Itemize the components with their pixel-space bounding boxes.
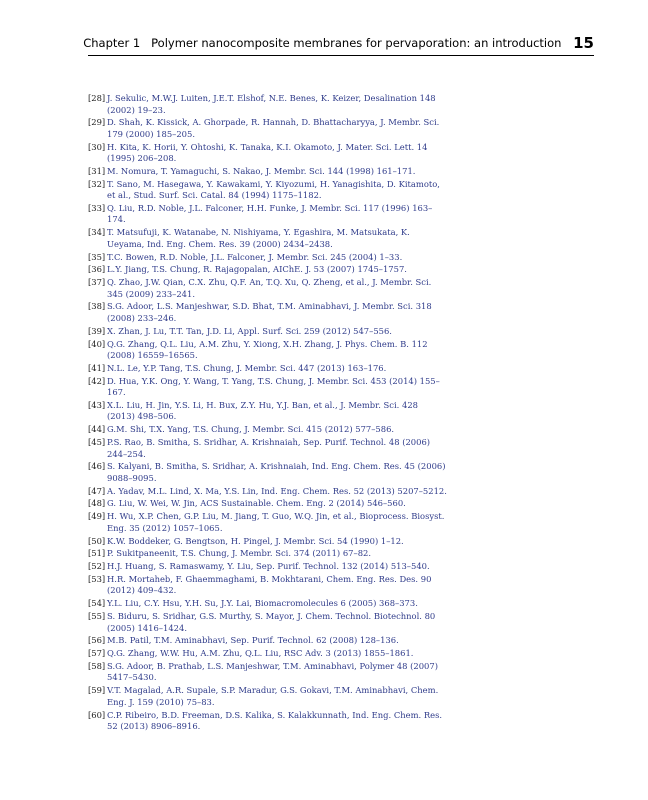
reference-number: [29]	[88, 117, 106, 128]
reference-text-link[interactable]: H.J. Huang, S. Ramaswamy, Y. Liu, Sep. Purif. Technol. 132 (2014) 513–540.	[107, 561, 430, 572]
reference-number: [55]	[88, 611, 106, 622]
reference-text-link[interactable]: G.M. Shi, T.X. Yang, T.S. Chung, J. Membr. Sci. 415 (2012) 577–586.	[107, 424, 395, 435]
reference-list	[88, 93, 448, 734]
reference-text-link[interactable]: S. Kalyani, B. Smitha, S. Sridhar, A. Krishnaiah, Ind. Eng. Chem. Res. 45 (2006) 9088–9095.	[107, 461, 446, 483]
reference-number: [33]	[88, 202, 106, 213]
reference-number: [32]	[88, 178, 106, 189]
reference-item	[88, 424, 448, 436]
reference-number: [54]	[88, 598, 106, 609]
reference-item	[88, 635, 448, 647]
reference-text-link[interactable]: M.B. Patil, T.M. Aminabhavi, Sep. Purif. Technol. 62 (2008) 128–136.	[107, 635, 399, 646]
reference-number: [50]	[88, 535, 106, 546]
reference-item	[88, 363, 448, 375]
reference-text-link[interactable]: S.G. Adoor, L.S. Manjeshwar, S.D. Bhat, T.M. Aminabhavi, J. Membr. Sci. 318 (2008) 233–246.	[107, 301, 432, 323]
reference-number: [58]	[88, 660, 106, 671]
reference-item	[88, 661, 448, 684]
reference-text-link[interactable]: C.P. Ribeiro, B.D. Freeman, D.S. Kalika, S. Kalakkunnath, Ind. Eng. Chem. Res. 52 (2013) 8906–8916.	[107, 709, 443, 731]
reference-text-link[interactable]: Q. Liu, R.D. Noble, J.L. Falconer, H.H. Funke, J. Membr. Sci. 117 (1996) 163–174.	[107, 202, 433, 225]
chapter-label: Chapter 1	[83, 36, 141, 50]
reference-number: [46]	[88, 461, 106, 472]
reference-number: [51]	[88, 548, 106, 559]
reference-number: [31]	[88, 165, 106, 176]
reference-item	[88, 400, 448, 423]
reference-item	[88, 511, 448, 534]
reference-item	[88, 142, 448, 165]
reference-item	[88, 498, 448, 510]
reference-item	[88, 277, 448, 300]
reference-number: [39]	[88, 325, 106, 336]
reference-number: [44]	[88, 424, 106, 435]
reference-text-link[interactable]: T. Sano, M. Hasegawa, Y. Kawakami, Y. Kiyozumi, H. Yanagishita, D. Kitamoto, et al., Stud. Surf. Sci. Catal. 84 (1994) 1175–1182.	[107, 178, 440, 201]
reference-number: [59]	[88, 685, 106, 696]
reference-item	[88, 548, 448, 560]
reference-text-link[interactable]: S.G. Adoor, B. Prathab, L.S. Manjeshwar, T.M. Aminabhavi, Polymer 48 (2007) 5417–5430.	[107, 660, 438, 683]
reference-number: [30]	[88, 141, 106, 152]
reference-number: [34]	[88, 227, 106, 238]
reference-text-link[interactable]: D. Hua, Y.K. Ong, Y. Wang, T. Yang, T.S. Chung, J. Membr. Sci. 453 (2014) 155–167.	[107, 375, 440, 398]
reference-number: [38]	[88, 301, 106, 312]
reference-text-link[interactable]: K.W. Boddeker, G. Bengtson, H. Pingel, J. Membr. Sci. 54 (1990) 1–12.	[107, 535, 404, 546]
reference-item	[88, 611, 448, 634]
reference-item	[88, 437, 448, 460]
reference-item	[88, 117, 448, 140]
reference-text-link[interactable]: P.S. Rao, B. Smitha, S. Sridhar, A. Krishnaiah, Sep. Purif. Technol. 48 (2006) 244–254.	[107, 437, 431, 459]
reference-text-link[interactable]: G. Liu, W. Wei, W. Jin, ACS Sustainable. Chem. Eng. 2 (2014) 546–560.	[107, 498, 406, 509]
reference-item	[88, 227, 448, 250]
reference-text-link[interactable]: M. Nomura, T. Yamaguchi, S. Nakao, J. Membr. Sci. 144 (1998) 161–171.	[107, 165, 416, 176]
reference-number: [43]	[88, 399, 106, 410]
reference-text-link[interactable]: Q.G. Zhang, W.W. Hu, A.M. Zhu, Q.L. Liu, RSC Adv. 3 (2013) 1855–1861.	[107, 648, 414, 659]
reference-text-link[interactable]: H. Wu, X.P. Chen, G.P. Liu, M. Jiang, T. Guo, W.Q. Jin, et al., Bioprocess. Biosyst. Eng. 35 (2012) 1057–1065.	[107, 511, 445, 533]
reference-number: [56]	[88, 635, 106, 646]
reference-text-link[interactable]: Q. Zhao, J.W. Qian, C.X. Zhu, Q.F. An, T.Q. Xu, Q. Zheng, et al., J. Membr. Sci. 345 (2009) 233–241.	[107, 277, 432, 299]
reference-number: [52]	[88, 561, 106, 572]
reference-text-link[interactable]: X.L. Liu, H. Jin, Y.S. Li, H. Bux, Z.Y. Hu, Y.J. Ban, et al., J. Membr. Sci. 428 (2013) 498–506.	[107, 399, 418, 422]
reference-number: [36]	[88, 264, 106, 275]
reference-text-link[interactable]: T.C. Bowen, R.D. Noble, J.L. Falconer, J. Membr. Sci. 245 (2004) 1–33.	[107, 251, 403, 262]
reference-number: [49]	[88, 511, 106, 522]
reference-item	[88, 461, 448, 484]
reference-text-link[interactable]: P. Sukitpaneenit, T.S. Chung, J. Membr. Sci. 374 (2011) 67–82.	[107, 548, 372, 559]
reference-text-link[interactable]: H.R. Mortaheb, F. Ghaemmaghami, B. Mokhtarani, Chem. Eng. Res. Des. 90 (2012) 409–432.	[107, 573, 432, 596]
reference-number: [48]	[88, 498, 106, 509]
reference-item	[88, 486, 448, 498]
page-number: 15	[573, 34, 594, 52]
reference-number: [40]	[88, 338, 106, 349]
reference-item	[88, 710, 448, 733]
reference-item	[88, 166, 448, 178]
reference-text-link[interactable]: N.L. Le, Y.P. Tang, T.S. Chung, J. Membr. Sci. 447 (2013) 163–176.	[107, 362, 387, 373]
reference-text-link[interactable]: Q.G. Zhang, Q.L. Liu, A.M. Zhu, Y. Xiong, X.H. Zhang, J. Phys. Chem. B. 112 (2008) 16559–16565.	[107, 338, 428, 361]
reference-item	[88, 536, 448, 548]
reference-text-link[interactable]: A. Yadav, M.L. Lind, X. Ma, Y.S. Lin, Ind. Eng. Chem. Res. 52 (2013) 5207–5212.	[107, 485, 447, 496]
reference-text-link[interactable]: L.Y. Jiang, T.S. Chung, R. Rajagopalan, AIChE. J. 53 (2007) 1745–1757.	[107, 264, 407, 275]
reference-item	[88, 376, 448, 399]
reference-number: [53]	[88, 573, 106, 584]
reference-item	[88, 93, 448, 116]
reference-item	[88, 648, 448, 660]
reference-text-link[interactable]: V.T. Magalad, A.R. Supale, S.P. Maradur, G.S. Gokavi, T.M. Aminabhavi, Chem. Eng. J. 159 (2010) 75–83.	[107, 685, 439, 707]
reference-item	[88, 598, 448, 610]
reference-item	[88, 339, 448, 362]
reference-text-link[interactable]: X. Zhan, J. Lu, T.T. Tan, J.D. Li, Appl. Surf. Sci. 259 (2012) 547–556.	[107, 325, 392, 336]
reference-number: [28]	[88, 93, 106, 103]
reference-number: [42]	[88, 375, 106, 386]
reference-number: [37]	[88, 277, 106, 288]
reference-item	[88, 561, 448, 573]
reference-text-link[interactable]: S. Biduru, S. Sridhar, G.S. Murthy, S. Mayor, J. Chem. Technol. Biotechnol. 80 (2005) 1416–1424.	[107, 611, 436, 633]
reference-item	[88, 203, 448, 226]
reference-text-link[interactable]: J. Sekulic, M.W.J. Luiten, J.E.T. Elshof, N.E. Benes, K. Keizer, Desalination 148 (2002) 19–23.	[107, 93, 436, 115]
reference-item	[88, 301, 448, 324]
reference-item	[88, 685, 448, 708]
reference-item	[88, 179, 448, 202]
reference-text-link[interactable]: T. Matsufuji, K. Watanabe, N. Nishiyama, Y. Egashira, M. Matsukata, K. Ueyama, Ind. Eng. Chem. Res. 39 (2000) 2434–2438.	[107, 227, 410, 249]
header-rule	[88, 55, 594, 56]
reference-number: [45]	[88, 437, 106, 448]
reference-text-link[interactable]: Y.L. Liu, C.Y. Hsu, Y.H. Su, J.Y. Lai, Biomacromolecules 6 (2005) 368–373.	[107, 598, 418, 609]
reference-number: [35]	[88, 251, 106, 262]
running-header	[70, 34, 594, 52]
reference-item	[88, 326, 448, 338]
reference-item	[88, 252, 448, 264]
reference-number: [41]	[88, 362, 106, 373]
reference-item	[88, 264, 448, 276]
reference-item	[88, 574, 448, 597]
reference-number: [57]	[88, 648, 106, 659]
reference-number: [60]	[88, 709, 106, 720]
reference-text-link[interactable]: D. Shah, K. Kissick, A. Ghorpade, R. Hannah, D. Bhattacharyya, J. Membr. Sci. 179 (2000) 185–205.	[107, 117, 440, 139]
chapter-title: Polymer nanocomposite membranes for pervaporation: an introduction	[151, 36, 562, 50]
reference-text-link[interactable]: H. Kita, K. Horii, Y. Ohtoshi, K. Tanaka, K.I. Okamoto, J. Mater. Sci. Lett. 14 (1995) 206–208.	[107, 141, 428, 164]
reference-number: [47]	[88, 485, 106, 496]
